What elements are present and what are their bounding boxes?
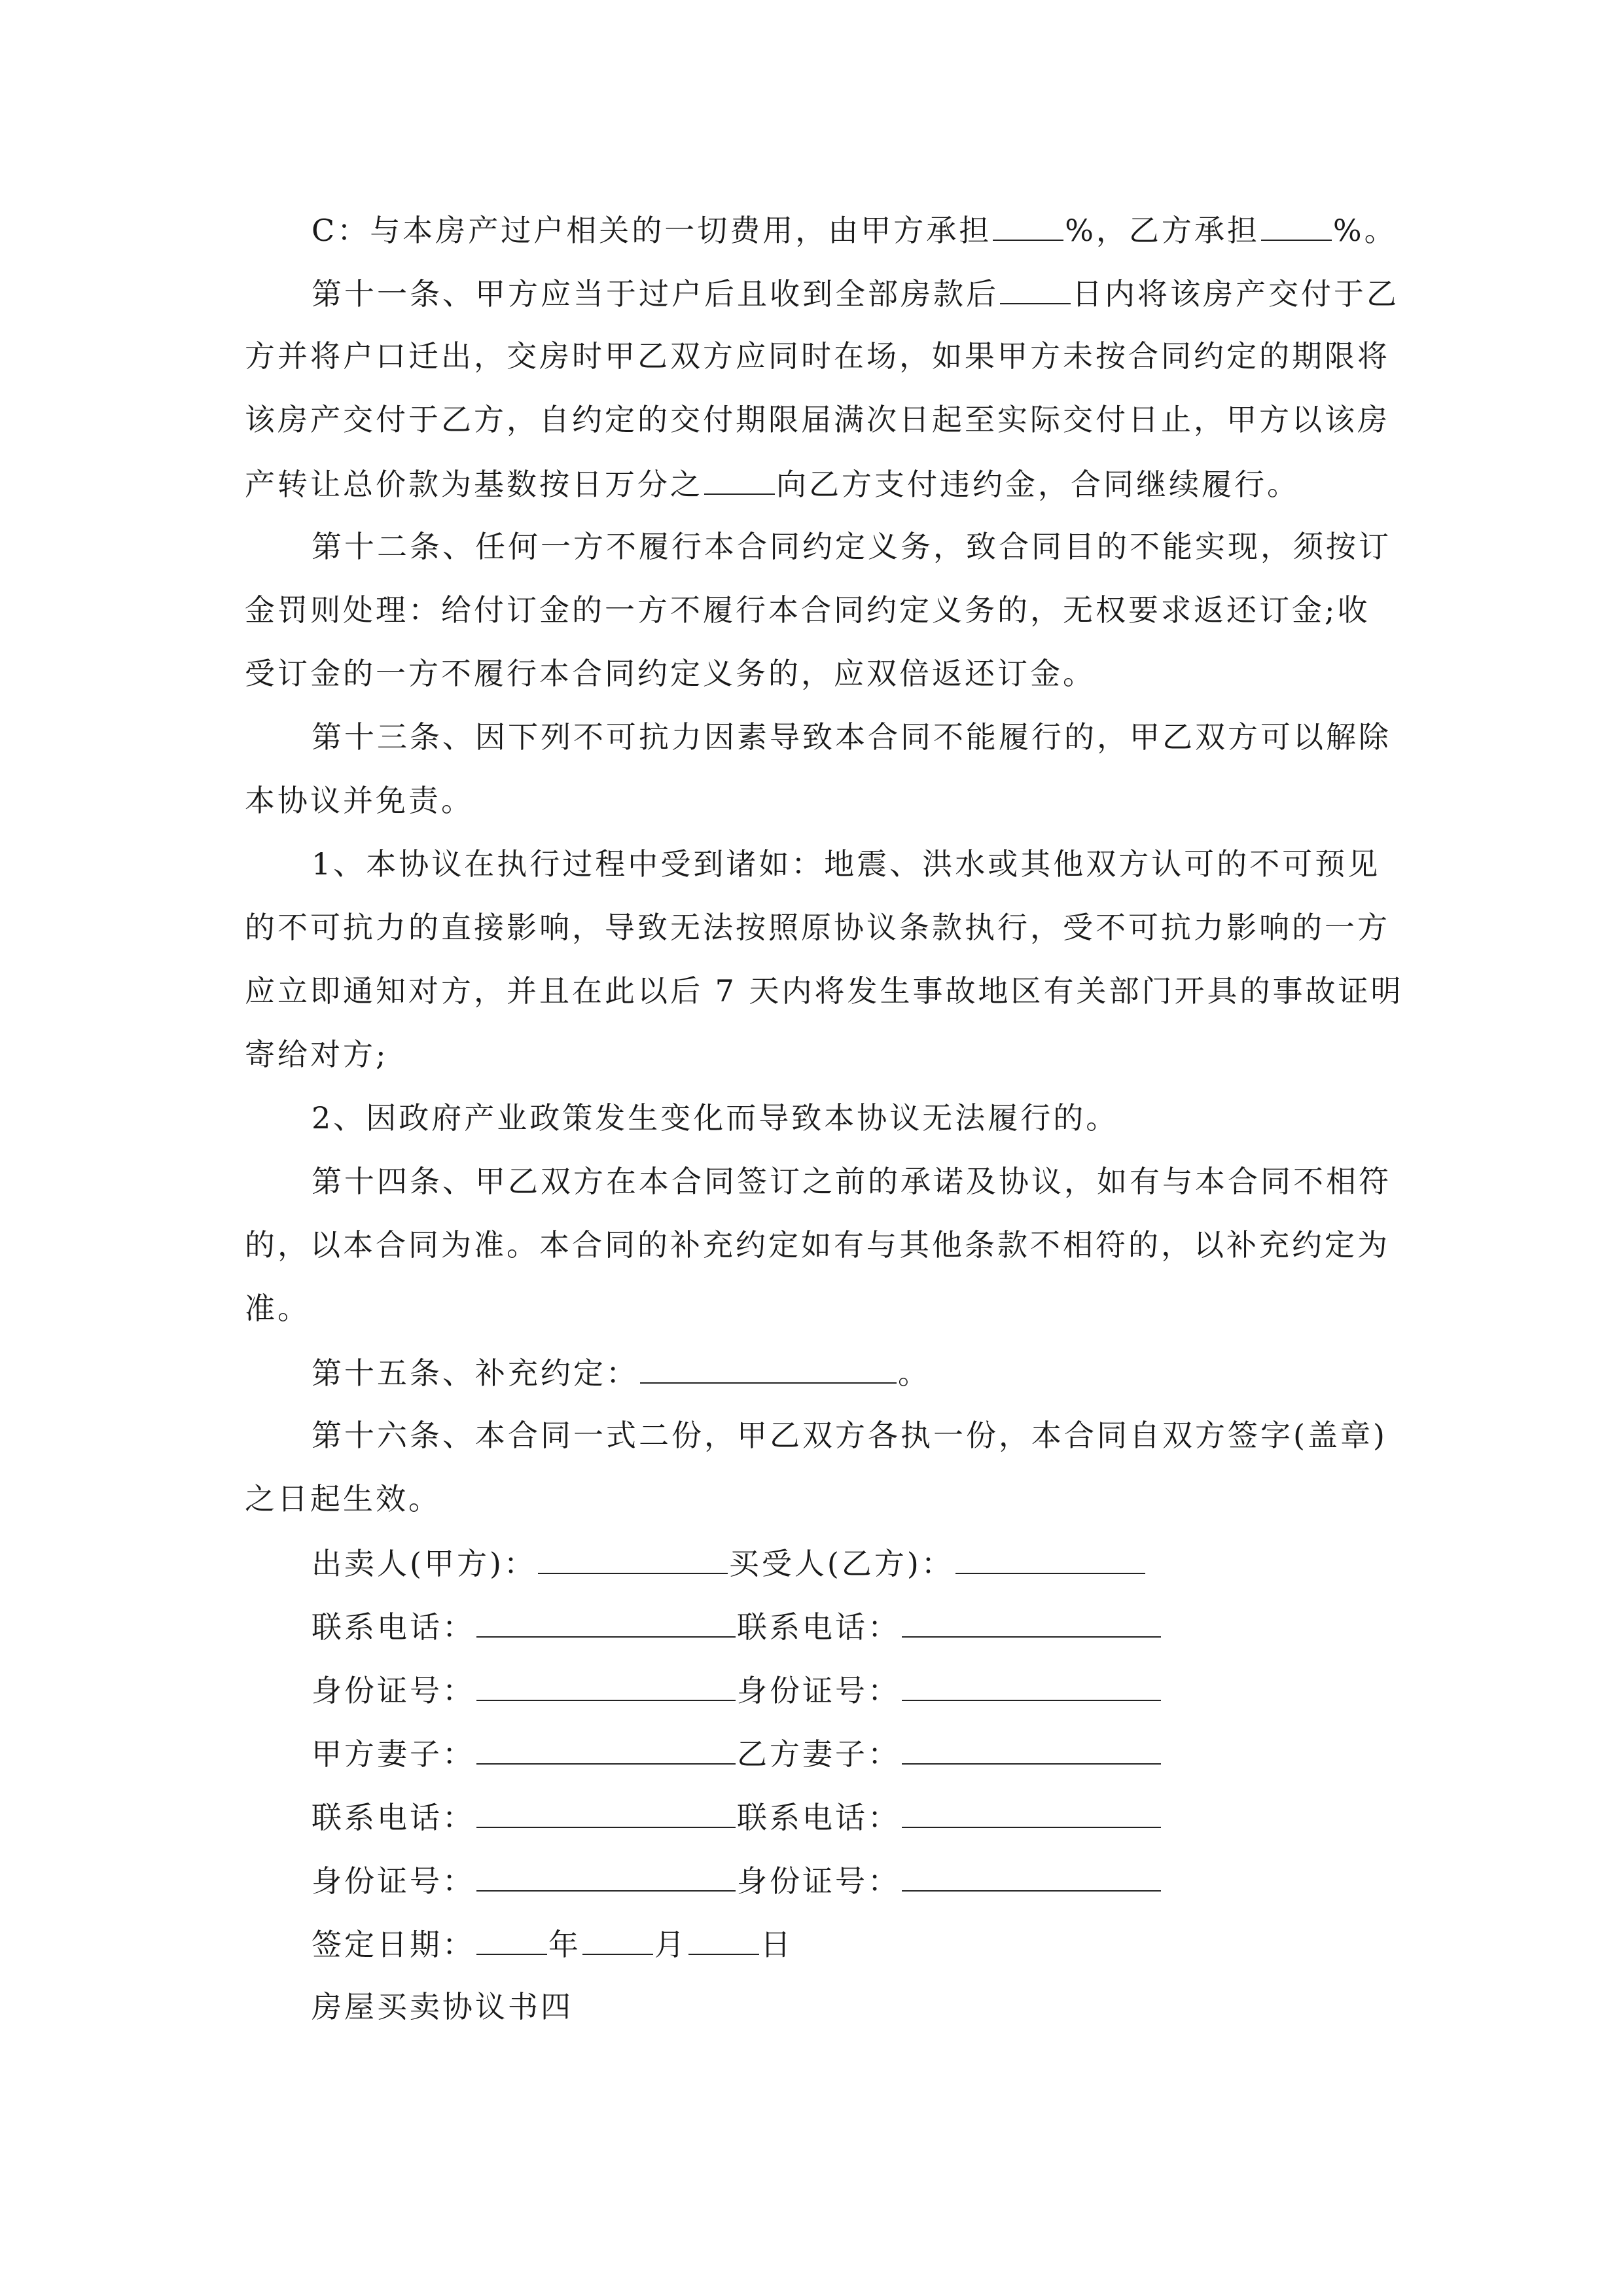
item-1-line-2: 的不可抗力的直接影响，导致无法按照原协议条款执行，受不可抗力影响的一方 — [245, 910, 1390, 945]
clause-text: %，乙方承担 — [1065, 213, 1260, 248]
spouse-label: 乙方妻子： — [737, 1736, 901, 1772]
blank-field — [902, 1797, 1161, 1828]
blank-field — [538, 1543, 728, 1574]
signature-phone-row-2 — [312, 1797, 1162, 1836]
item-1-line-1: 1、本协议在执行过程中受到诸如：地震、洪水或其他双方认可的不可预见 — [312, 846, 1381, 882]
item-1-line-3: 应立即通知对方，并且在此以后 7 天内将发生事故地区有关部门开具的事故证明 — [245, 973, 1404, 1009]
month-label: 月 — [654, 1927, 687, 1962]
phone-label: 联系电话： — [312, 1800, 475, 1835]
id-label: 身份证号： — [737, 1863, 901, 1899]
id-label: 身份证号： — [737, 1673, 901, 1708]
blank-field — [640, 1352, 897, 1384]
article-14-line-2: 的，以本合同为准。本合同的补充约定如有与其他条款不相符的，以补充约定为 — [245, 1227, 1390, 1263]
blank-field — [902, 1860, 1161, 1892]
article-16-line-2: 之日起生效。 — [245, 1481, 441, 1516]
article-13-line-1: 第十三条、因下列不可抗力因素导致本合同不能履行的，甲乙双方可以解除 — [312, 719, 1391, 755]
article-12-line-1: 第十二条、任何一方不履行本合同约定义务，致合同目的不能实现，须按订 — [312, 529, 1391, 564]
article-15-line — [312, 1352, 931, 1391]
signature-id-row-2 — [312, 1860, 1162, 1899]
blank-field — [476, 1670, 736, 1701]
article-16-line-1: 第十六条、本合同一式二份，甲乙双方各执一份，本合同自双方签字(盖章) — [312, 1418, 1387, 1453]
blank-field — [955, 1543, 1145, 1574]
id-label: 身份证号： — [312, 1673, 475, 1708]
blank-field — [476, 1606, 736, 1638]
blank-field — [704, 463, 775, 495]
id-label: 身份证号： — [312, 1863, 475, 1899]
next-document-title: 房屋买卖协议书四 — [312, 1989, 573, 2024]
blank-field — [476, 1797, 736, 1828]
blank-field — [902, 1670, 1161, 1701]
clause-text: %。 — [1332, 213, 1397, 248]
blank-field — [1261, 209, 1332, 241]
article-14-line-3: 准。 — [245, 1291, 310, 1326]
blank-field — [688, 1924, 759, 1955]
phone-label: 联系电话： — [312, 1609, 475, 1645]
item-2-line-1: 2、因政府产业政策发生变化而导致本协议无法履行的。 — [312, 1100, 1119, 1136]
year-label: 年 — [548, 1927, 581, 1962]
blank-field — [902, 1606, 1161, 1638]
date-label: 签定日期： — [312, 1927, 475, 1962]
blank-field — [476, 1860, 736, 1892]
article-12-line-3: 受订金的一方不履行本合同约定义务的，应双倍返还订金。 — [245, 656, 1096, 691]
spouse-label: 甲方妻子： — [312, 1736, 475, 1772]
phone-label: 联系电话： — [737, 1609, 901, 1645]
blank-field — [476, 1924, 547, 1955]
day-label: 日 — [760, 1927, 793, 1962]
clause-text: 第十五条、补充约定： — [312, 1355, 639, 1391]
signature-seller-buyer — [312, 1543, 1147, 1582]
clause-c-line — [312, 209, 1397, 249]
article-11-line-3: 该房产交付于乙方，自约定的交付期限届满次日起至实际交付日止，甲方以该房 — [245, 402, 1390, 437]
signature-phone-row-1 — [312, 1606, 1162, 1645]
seller-label: 出卖人(甲方)： — [312, 1546, 537, 1581]
phone-label: 联系电话： — [737, 1800, 901, 1835]
clause-text: C：与本房产过户相关的一切费用，由甲方承担 — [312, 213, 992, 248]
clause-text: 日内将该房产交付于乙 — [1072, 276, 1399, 312]
blank-field — [902, 1733, 1161, 1765]
blank-field — [993, 209, 1063, 241]
article-13-line-2: 本协议并免责。 — [245, 783, 474, 818]
clause-text: 。 — [898, 1355, 931, 1391]
article-11-line-4 — [245, 463, 1300, 503]
article-12-line-2: 金罚则处理：给付订金的一方不履行本合同约定义务的，无权要求返还订金;收 — [245, 592, 1370, 628]
clause-text: 产转让总价款为基数按日万分之 — [245, 467, 703, 502]
article-11-line-1 — [312, 273, 1399, 312]
clause-text: 第十一条、甲方应当于过户后且收到全部房款后 — [312, 276, 999, 312]
buyer-label: 买受人(乙方)： — [728, 1546, 954, 1581]
signature-spouse-row — [312, 1733, 1162, 1772]
signature-id-row-1 — [312, 1670, 1162, 1709]
blank-field — [476, 1733, 736, 1765]
blank-field — [582, 1924, 653, 1955]
item-1-line-4: 寄给对方; — [245, 1037, 389, 1072]
article-14-line-1: 第十四条、甲乙双方在本合同签订之前的承诺及协议，如有与本合同不相符 — [312, 1164, 1391, 1199]
article-11-line-2: 方并将户口迁出，交房时甲乙双方应同时在场，如果甲方未按合同约定的期限将 — [245, 338, 1390, 374]
blank-field — [1000, 273, 1071, 304]
clause-text: 向乙方支付违约金，合同继续履行。 — [776, 467, 1300, 502]
signature-date-row — [312, 1924, 793, 1963]
